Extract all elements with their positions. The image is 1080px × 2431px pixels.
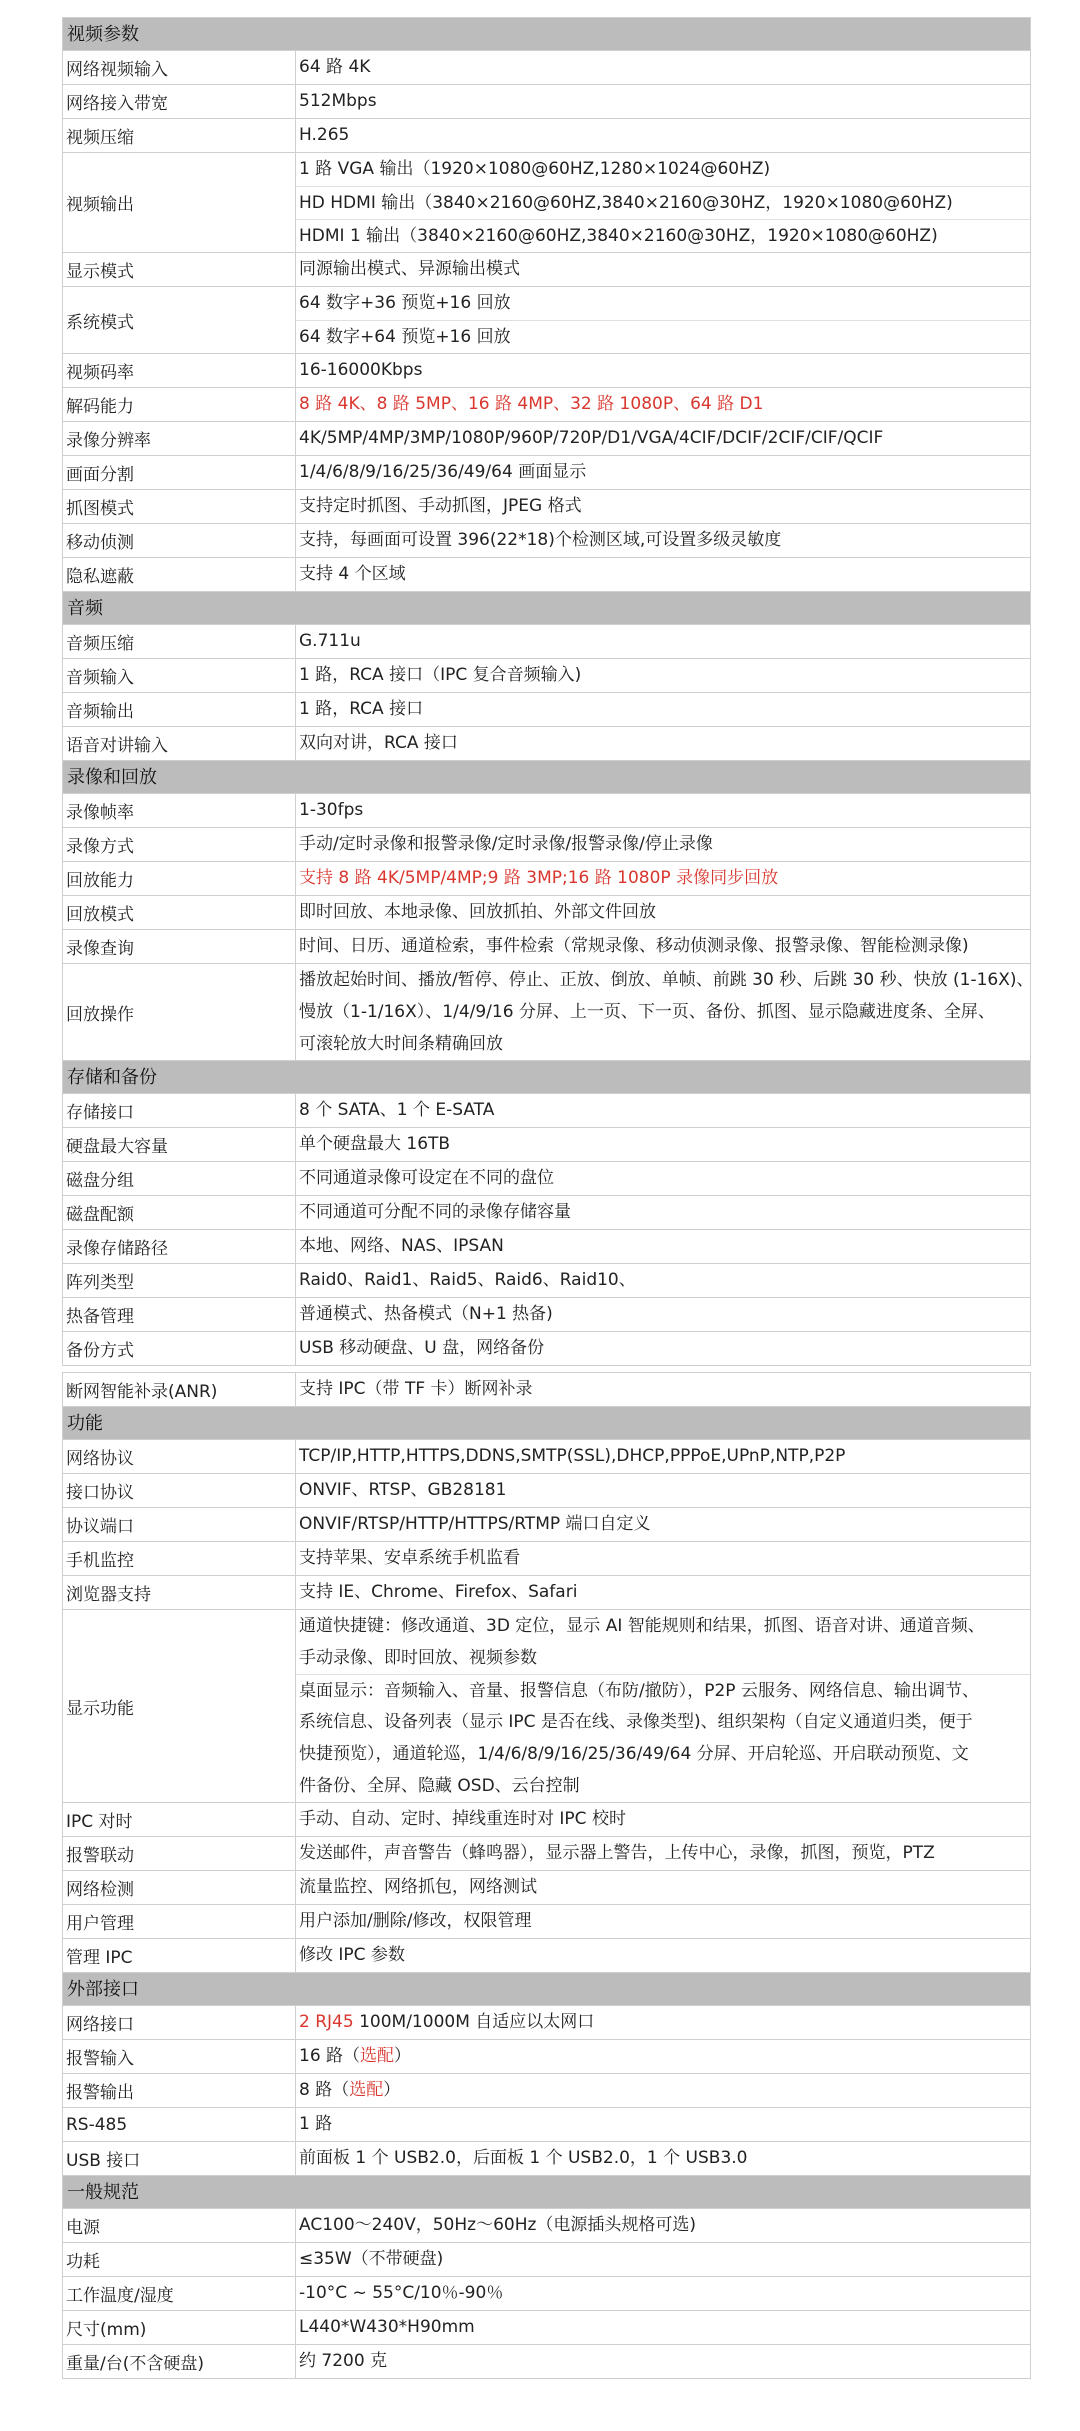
spec-value bbox=[296, 625, 1030, 658]
spec-row bbox=[62, 422, 1031, 456]
spec-label: 网络检测 bbox=[63, 1871, 296, 1904]
spec-value-line: 即时回放、本地录像、回放抓拍、外部文件回放 bbox=[299, 902, 656, 922]
spec-label: 网络接入带宽 bbox=[63, 85, 296, 118]
spec-value bbox=[296, 1542, 1030, 1575]
spec-value-line: 手动、自动、定时、掉线重连时对 IPC 校时 bbox=[299, 1809, 626, 1829]
spec-value bbox=[296, 119, 1030, 152]
spec-label: 重量/台(不含硬盘) bbox=[63, 2345, 296, 2378]
spec-row bbox=[62, 1508, 1031, 1542]
spec-value-line: TCP/IP,HTTP,HTTPS,DDNS,SMTP(SSL),DHCP,PPPoE,UPnP,NTP,P2P bbox=[299, 1446, 846, 1466]
spec-label: 报警输出 bbox=[63, 2074, 296, 2107]
spec-value bbox=[296, 388, 1030, 421]
section-header: 功能 bbox=[62, 1407, 1031, 1440]
spec-value bbox=[296, 862, 1030, 895]
spec-value-line: 普通模式、热备模式（N+1 热备) bbox=[299, 1304, 553, 1324]
spec-value-line: ≤35W（不带硬盘) bbox=[299, 2249, 444, 2269]
spec-label: 解码能力 bbox=[63, 388, 296, 421]
spec-row bbox=[62, 1610, 1031, 1803]
spec-value bbox=[296, 964, 1034, 1060]
spec-value bbox=[296, 2040, 1030, 2073]
spec-row bbox=[62, 354, 1031, 388]
spec-label: 语音对讲输入 bbox=[63, 727, 296, 760]
spec-value bbox=[296, 794, 1030, 827]
spec-value-line: 可滚轮放大时间条精确回放 bbox=[299, 1034, 503, 1054]
spec-value-line: 约 7200 克 bbox=[299, 2351, 388, 2371]
spec-row bbox=[62, 1230, 1031, 1264]
spec-table-2 bbox=[62, 1372, 1031, 2379]
spec-label: 存储接口 bbox=[63, 1094, 296, 1127]
spec-row bbox=[62, 524, 1031, 558]
spec-table-1 bbox=[62, 17, 1034, 1366]
spec-row bbox=[62, 896, 1031, 930]
spec-value-line: 16 路（选配） bbox=[299, 2046, 412, 2066]
spec-value bbox=[296, 693, 1030, 726]
spec-label: 回放操作 bbox=[63, 964, 296, 1060]
spec-row bbox=[62, 2311, 1031, 2345]
section-header: 外部接口 bbox=[62, 1973, 1031, 2006]
spec-row bbox=[62, 456, 1031, 490]
spec-row bbox=[62, 51, 1031, 85]
spec-value-line: 16-16000Kbps bbox=[299, 360, 423, 380]
spec-value-line: 时间、日历、通道检索，事件检索（常规录像、移动侦测录像、报警录像、智能检测录像) bbox=[299, 936, 969, 956]
spec-label: RS-485 bbox=[63, 2108, 296, 2141]
spec-value-line: 1-30fps bbox=[299, 800, 364, 820]
spec-value bbox=[296, 287, 1030, 353]
spec-value bbox=[296, 896, 1030, 929]
spec-row bbox=[62, 1837, 1031, 1871]
spec-label: 报警联动 bbox=[63, 1837, 296, 1870]
spec-value-line: 64 数字+36 预览+16 回放 bbox=[299, 293, 511, 313]
spec-label: 磁盘分组 bbox=[63, 1162, 296, 1195]
spec-row bbox=[62, 1905, 1031, 1939]
spec-label: 画面分割 bbox=[63, 456, 296, 489]
spec-label: 显示模式 bbox=[63, 253, 296, 286]
spec-value-line: 同源输出模式、异源输出模式 bbox=[299, 259, 520, 279]
spec-value bbox=[296, 153, 1030, 252]
spec-label: 热备管理 bbox=[63, 1298, 296, 1331]
spec-row bbox=[62, 1128, 1031, 1162]
spec-value-line: 512Mbps bbox=[299, 91, 377, 111]
spec-label: 隐私遮蔽 bbox=[63, 558, 296, 591]
spec-row bbox=[62, 153, 1031, 253]
spec-label: 网络协议 bbox=[63, 1440, 296, 1473]
spec-row bbox=[62, 253, 1031, 287]
spec-label: 录像方式 bbox=[63, 828, 296, 861]
spec-value-line: 修改 IPC 参数 bbox=[299, 1945, 405, 1965]
spec-value-line: 8 个 SATA、1 个 E-SATA bbox=[299, 1100, 495, 1120]
spec-label: 网络接口 bbox=[63, 2006, 296, 2039]
spec-value bbox=[296, 1905, 1030, 1938]
spec-label: 录像分辨率 bbox=[63, 422, 296, 455]
spec-value bbox=[296, 2311, 1030, 2344]
spec-row bbox=[62, 693, 1031, 727]
spec-row bbox=[62, 1162, 1031, 1196]
spec-value-line: 慢放（1-1/16X）、1/4/9/16 分屏、上一页、下一页、备份、抓图、显示隐藏进度条、全屏、 bbox=[299, 1002, 995, 1022]
spec-value bbox=[296, 85, 1030, 118]
spec-value bbox=[296, 490, 1030, 523]
spec-value bbox=[296, 422, 1030, 455]
spec-label: 音频输出 bbox=[63, 693, 296, 726]
spec-value-line: G.711u bbox=[299, 631, 361, 651]
spec-value-line: 桌面显示：音频输入、音量、报警信息（布防/撤防），P2P 云服务、网络信息、输出调节、 bbox=[296, 1674, 1030, 1706]
spec-label: 协议端口 bbox=[63, 1508, 296, 1541]
spec-row bbox=[62, 558, 1031, 592]
spec-row bbox=[62, 2142, 1031, 2176]
spec-row bbox=[62, 287, 1031, 354]
spec-label: 尺寸(mm) bbox=[63, 2311, 296, 2344]
spec-label: 用户管理 bbox=[63, 1905, 296, 1938]
spec-row bbox=[62, 2074, 1031, 2108]
spec-value bbox=[296, 1264, 1030, 1297]
spec-value-line: 播放起始时间、播放/暂停、停止、正放、倒放、单帧、前跳 30 秒、后跳 30 秒、快放 (1-16X)、 bbox=[299, 970, 1034, 990]
spec-value-line: 1 路 bbox=[299, 2114, 333, 2134]
spec-label: 视频输出 bbox=[63, 153, 296, 252]
spec-value-line: 通道快捷键：修改通道、3D 定位，显示 AI 智能规则和结果，抓图、语音对讲、通道音频、 bbox=[299, 1616, 985, 1636]
spec-value bbox=[296, 558, 1030, 591]
spec-value bbox=[296, 1196, 1030, 1229]
spec-value-line: 1 路，RCA 接口 bbox=[299, 699, 424, 719]
spec-value bbox=[296, 524, 1030, 557]
spec-label: 音频输入 bbox=[63, 659, 296, 692]
spec-label: 录像查询 bbox=[63, 930, 296, 963]
spec-label: 硬盘最大容量 bbox=[63, 1128, 296, 1161]
spec-row bbox=[62, 828, 1031, 862]
spec-row bbox=[62, 794, 1031, 828]
spec-value-line: HD HDMI 输出（3840×2160@60HZ,3840×2160@30HZ，1920×1080@60HZ) bbox=[296, 186, 1030, 219]
spec-value bbox=[296, 2108, 1030, 2141]
spec-row bbox=[62, 1373, 1031, 1407]
spec-value-line: 64 数字+64 预览+16 回放 bbox=[296, 320, 1030, 353]
section-header: 视频参数 bbox=[62, 18, 1031, 51]
spec-value bbox=[296, 1298, 1030, 1331]
spec-value-line: 不同通道可分配不同的录像存储容量 bbox=[299, 1202, 571, 1222]
spec-label: 手机监控 bbox=[63, 1542, 296, 1575]
spec-row bbox=[62, 964, 1034, 1061]
spec-value bbox=[296, 51, 1030, 84]
spec-label: 磁盘配额 bbox=[63, 1196, 296, 1229]
spec-label: 显示功能 bbox=[63, 1610, 296, 1802]
spec-value-line: 系统信息、设备列表（显示 IPC 是否在线、录像类型)、组织架构（自定义通道归类，便于 bbox=[299, 1712, 973, 1732]
spec-row bbox=[62, 625, 1031, 659]
spec-label: IPC 对时 bbox=[63, 1803, 296, 1836]
spec-label: 接口协议 bbox=[63, 1474, 296, 1507]
section-header: 存储和备份 bbox=[62, 1061, 1031, 1094]
spec-value bbox=[296, 2074, 1030, 2107]
spec-row bbox=[62, 490, 1031, 524]
spec-row bbox=[62, 119, 1031, 153]
spec-value bbox=[296, 2345, 1030, 2378]
spec-value-line: ONVIF、RTSP、GB28181 bbox=[299, 1480, 507, 1500]
spec-value-line: 支持 IE、Chrome、Firefox、Safari bbox=[299, 1582, 578, 1602]
spec-value-line: AC100～240V，50Hz～60Hz（电源插头规格可选) bbox=[299, 2215, 697, 2235]
spec-value bbox=[296, 1128, 1030, 1161]
spec-row bbox=[62, 1440, 1031, 1474]
spec-value bbox=[296, 1373, 1030, 1406]
spec-label: 音频压缩 bbox=[63, 625, 296, 658]
spec-label: 系统模式 bbox=[63, 287, 296, 353]
spec-row bbox=[62, 862, 1031, 896]
spec-value-line: -10°C ~ 55°C/10％-90％ bbox=[299, 2283, 504, 2303]
spec-value bbox=[296, 1508, 1030, 1541]
spec-value bbox=[296, 1837, 1030, 1870]
spec-row bbox=[62, 1264, 1031, 1298]
spec-value-line: 4K/5MP/4MP/3MP/1080P/960P/720P/D1/VGA/4CIF/DCIF/2CIF/CIF/QCIF bbox=[299, 428, 884, 448]
spec-value-line: 前面板 1 个 USB2.0，后面板 1 个 USB2.0，1 个 USB3.0 bbox=[299, 2148, 748, 2168]
spec-label: 备份方式 bbox=[63, 1332, 296, 1365]
spec-row bbox=[62, 1196, 1031, 1230]
spec-label: 断网智能补录(ANR) bbox=[63, 1373, 296, 1406]
spec-value-line: L440*W430*H90mm bbox=[299, 2317, 475, 2337]
spec-value bbox=[296, 2142, 1030, 2175]
spec-value-line: HDMI 1 输出（3840×2160@60HZ,3840×2160@30HZ，1920×1080@60HZ) bbox=[296, 219, 1030, 252]
spec-value bbox=[296, 2006, 1030, 2039]
spec-value bbox=[296, 2243, 1030, 2276]
spec-value bbox=[296, 1474, 1030, 1507]
spec-value bbox=[296, 253, 1030, 286]
spec-value-line: 2 RJ45 100M/1000M 自适应以太网口 bbox=[299, 2012, 595, 2032]
spec-value-line: 流量监控、网络抓包，网络测试 bbox=[299, 1877, 537, 1897]
spec-label: USB 接口 bbox=[63, 2142, 296, 2175]
spec-value bbox=[296, 1610, 1030, 1802]
spec-label: 移动侦测 bbox=[63, 524, 296, 557]
spec-row bbox=[62, 727, 1031, 761]
spec-value-line: H.265 bbox=[299, 125, 350, 145]
spec-row bbox=[62, 1332, 1031, 1366]
spec-value bbox=[296, 354, 1030, 387]
spec-label: 视频压缩 bbox=[63, 119, 296, 152]
spec-value-line: 支持 IPC（带 TF 卡）断网补录 bbox=[299, 1379, 533, 1399]
spec-value bbox=[296, 1094, 1030, 1127]
spec-value-line: 件备份、全屏、隐藏 OSD、云台控制 bbox=[299, 1776, 580, 1796]
spec-label: 电源 bbox=[63, 2209, 296, 2242]
spec-label: 功耗 bbox=[63, 2243, 296, 2276]
spec-value-line: 双向对讲，RCA 接口 bbox=[299, 733, 458, 753]
spec-value-line: 用户添加/删除/修改，权限管理 bbox=[299, 1911, 532, 1931]
spec-value-line: 单个硬盘最大 16TB bbox=[299, 1134, 451, 1154]
section-header: 一般规范 bbox=[62, 2176, 1031, 2209]
spec-row bbox=[62, 1474, 1031, 1508]
spec-label: 浏览器支持 bbox=[63, 1576, 296, 1609]
spec-label: 网络视频输入 bbox=[63, 51, 296, 84]
spec-value bbox=[296, 2277, 1030, 2310]
spec-value-line: ONVIF/RTSP/HTTP/HTTPS/RTMP 端口自定义 bbox=[299, 1514, 651, 1534]
spec-label: 管理 IPC bbox=[63, 1939, 296, 1972]
spec-value bbox=[296, 727, 1030, 760]
spec-value-line: 支持 4 个区域 bbox=[299, 564, 406, 584]
spec-value bbox=[296, 1871, 1030, 1904]
spec-row bbox=[62, 1094, 1031, 1128]
spec-value-line: 1 路 VGA 输出（1920×1080@60HZ,1280×1024@60HZ) bbox=[299, 159, 771, 179]
spec-label: 报警输入 bbox=[63, 2040, 296, 2073]
spec-value-line: 支持，每画面可设置 396(22*18)个检测区域,可设置多级灵敏度 bbox=[299, 530, 782, 550]
spec-value bbox=[296, 456, 1030, 489]
spec-row bbox=[62, 930, 1031, 964]
spec-value bbox=[296, 930, 1030, 963]
spec-value bbox=[296, 2209, 1030, 2242]
section-header: 录像和回放 bbox=[62, 761, 1031, 794]
spec-label: 录像存储路径 bbox=[63, 1230, 296, 1263]
spec-value-line: 1 路，RCA 接口（IPC 复合音频输入) bbox=[299, 665, 582, 685]
spec-row bbox=[62, 1871, 1031, 1905]
spec-label: 视频码率 bbox=[63, 354, 296, 387]
section-header: 音频 bbox=[62, 592, 1031, 625]
spec-value-line: 手动录像、即时回放、视频参数 bbox=[299, 1648, 537, 1668]
spec-value bbox=[296, 828, 1030, 861]
spec-row bbox=[62, 1542, 1031, 1576]
spec-row bbox=[62, 1803, 1031, 1837]
spec-row bbox=[62, 2006, 1031, 2040]
spec-label: 录像帧率 bbox=[63, 794, 296, 827]
spec-row bbox=[62, 659, 1031, 693]
spec-value-line: 手动/定时录像和报警录像/定时录像/报警录像/停止录像 bbox=[299, 834, 713, 854]
spec-label: 回放模式 bbox=[63, 896, 296, 929]
spec-value-line: 本地、网络、NAS、IPSAN bbox=[299, 1236, 504, 1256]
spec-row bbox=[62, 1576, 1031, 1610]
spec-value bbox=[296, 659, 1030, 692]
spec-row bbox=[62, 2277, 1031, 2311]
spec-value bbox=[296, 1332, 1030, 1365]
spec-value-line: Raid0、Raid1、Raid5、Raid6、Raid10、 bbox=[299, 1270, 636, 1290]
spec-value bbox=[296, 1440, 1030, 1473]
spec-value-line: 64 路 4K bbox=[299, 57, 371, 77]
spec-value bbox=[296, 1576, 1030, 1609]
spec-value-line: 支持定时抓图、手动抓图，JPEG 格式 bbox=[299, 496, 582, 516]
spec-row bbox=[62, 2345, 1031, 2379]
spec-row bbox=[62, 1939, 1031, 1973]
spec-row bbox=[62, 85, 1031, 119]
spec-label: 抓图模式 bbox=[63, 490, 296, 523]
spec-value bbox=[296, 1939, 1030, 1972]
spec-value-line: 8 路（选配） bbox=[299, 2080, 401, 2100]
spec-row bbox=[62, 388, 1031, 422]
spec-value bbox=[296, 1803, 1030, 1836]
spec-label: 工作温度/湿度 bbox=[63, 2277, 296, 2310]
spec-value-line: 发送邮件，声音警告（蜂鸣器），显示器上警告，上传中心，录像，抓图，预览，PTZ bbox=[299, 1843, 935, 1863]
spec-row bbox=[62, 2209, 1031, 2243]
spec-row bbox=[62, 2243, 1031, 2277]
spec-value-line: 支持苹果、安卓系统手机监看 bbox=[299, 1548, 520, 1568]
spec-label: 回放能力 bbox=[63, 862, 296, 895]
spec-label: 阵列类型 bbox=[63, 1264, 296, 1297]
spec-value-line: 不同通道录像可设定在不同的盘位 bbox=[299, 1168, 554, 1188]
spec-row bbox=[62, 2040, 1031, 2074]
spec-value-line: 快捷预览），通道轮巡，1/4/6/8/9/16/25/36/49/64 分屏、开启轮巡、开启联动预览、文 bbox=[299, 1744, 969, 1764]
spec-value bbox=[296, 1162, 1030, 1195]
spec-value-line: 8 路 4K、8 路 5MP、16 路 4MP、32 路 1080P、64 路 D1 bbox=[299, 394, 764, 414]
spec-value-line: 支持 8 路 4K/5MP/4MP;9 路 3MP;16 路 1080P 录像同步回放 bbox=[299, 868, 779, 888]
spec-value-line: USB 移动硬盘、U 盘，网络备份 bbox=[299, 1338, 545, 1358]
spec-value bbox=[296, 1230, 1030, 1263]
spec-row bbox=[62, 2108, 1031, 2142]
spec-value-line: 1/4/6/8/9/16/25/36/49/64 画面显示 bbox=[299, 462, 587, 482]
spec-row bbox=[62, 1298, 1031, 1332]
